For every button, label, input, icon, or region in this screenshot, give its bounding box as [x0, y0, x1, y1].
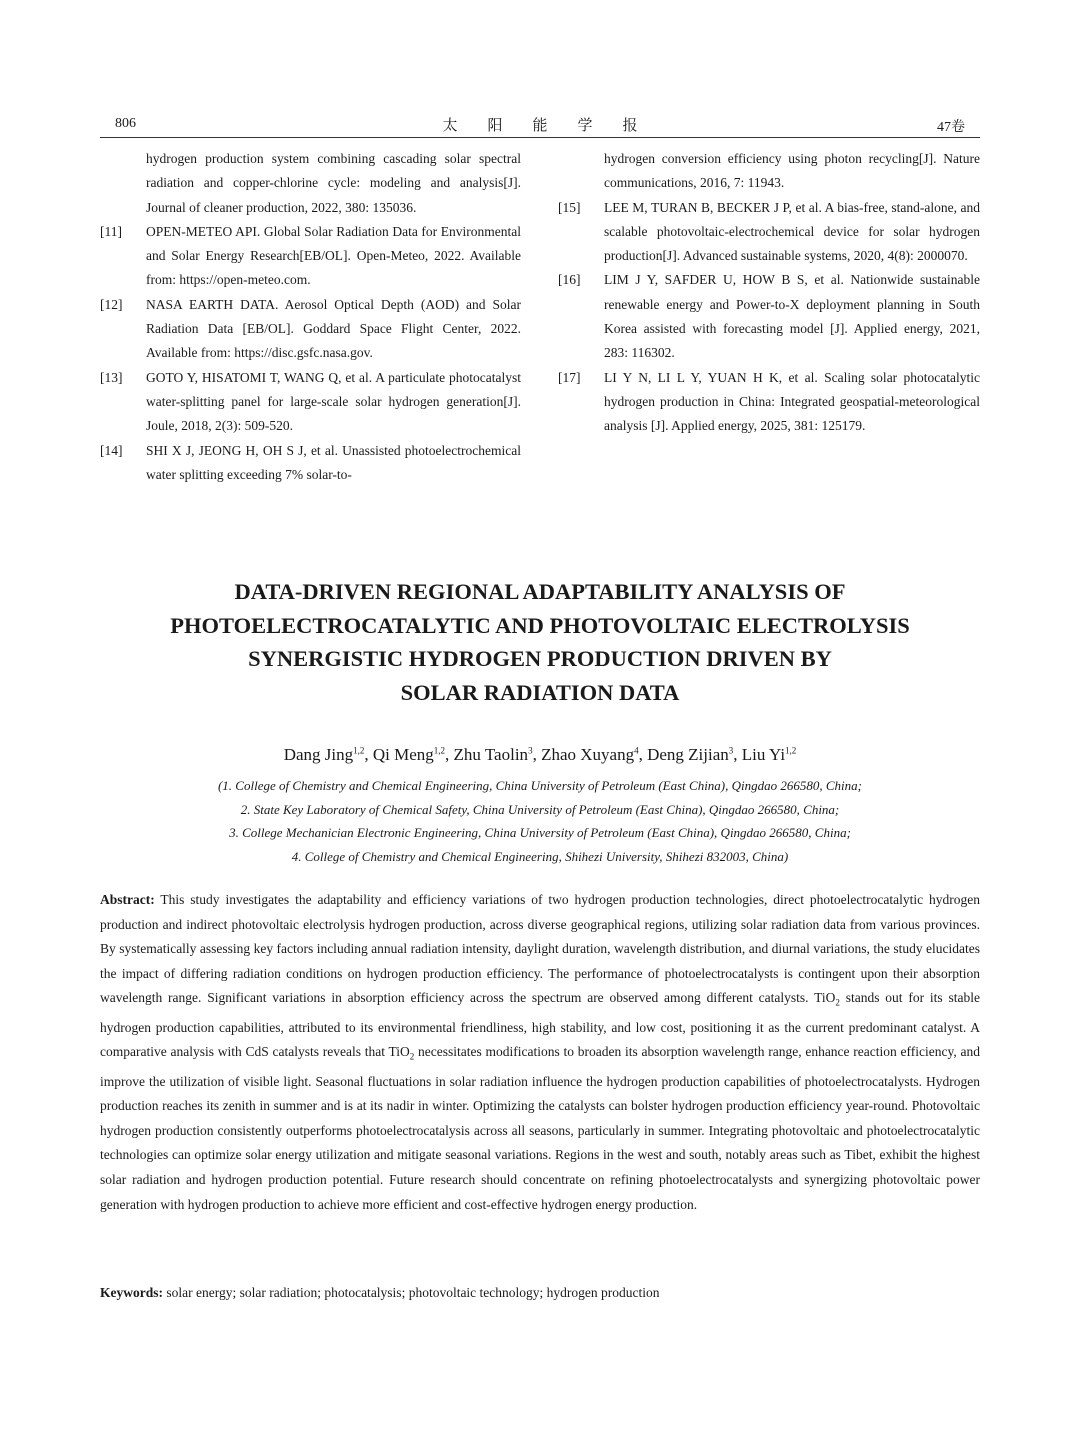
reference-text: hydrogen conversion efficiency using photon recycling[J]. Nature communications, 2016, 7: 11943.: [604, 151, 980, 191]
page-number: 806: [115, 116, 136, 131]
affiliation-2: 2. State Key Laboratory of Chemical Safety, China University of Petroleum (East China), Qingdao 266580, China;: [240, 801, 840, 817]
volume-label: 47卷: [937, 120, 965, 135]
reference-14-continued: [558, 147, 980, 196]
title-line-1: DATA-DRIVEN REGIONAL ADAPTABILITY ANALYSIS OF: [234, 579, 846, 604]
reference-number: [17]: [558, 369, 581, 385]
reference-text: SHI X J, JEONG H, OH S J, et al. Unassisted photoelectrochemical water splitting exceeding 7% solar-to-: [146, 442, 521, 482]
reference-number: [12]: [100, 296, 123, 312]
reference-number: [11]: [100, 223, 122, 239]
affiliations: [0, 774, 1080, 868]
author-separator: ,: [445, 745, 454, 764]
reference-10-continued: [100, 147, 521, 220]
author-1: [284, 745, 373, 764]
subscript: 2: [835, 998, 840, 1009]
author-5: [647, 745, 742, 764]
author-4: [541, 745, 647, 764]
reference-text: NASA EARTH DATA. Aerosol Optical Depth (AOD) and Solar Radiation Data [EB/OL]. Goddard Space Flight Center, 2022. Available from: https://disc.gsfc.nasa.gov.: [146, 296, 521, 361]
author-name: Liu Yi: [741, 745, 786, 764]
author-name: Zhu Taolin: [453, 745, 529, 764]
header-rule: [100, 137, 980, 138]
author-separator: ,: [532, 745, 542, 764]
author-affiliation-mark: 1,2: [785, 745, 797, 756]
reference-text: hydrogen production system combining cascading solar spectral radiation and copper-chlorine cycle: modeling and analysis[J]. Journal of cleaner production, 2022, 380: 135036.: [146, 151, 521, 215]
author-name: Qi Meng: [372, 745, 434, 764]
reference-text: LIM J Y, SAFDER U, HOW B S, et al. Nationwide sustainable renewable energy and Power-to-X deployment planning in South Korea assisted with forecasting model [J]. Applied energy, 2021, 283: 116302.: [604, 272, 980, 361]
abstract-text-1: This study investigates the adaptability and efficiency variations of two hydrogen production technologies, direct photoelectrocatalytic hydrogen production and indirect photovoltaic electrolysis hydrogen production, across diverse geographical regions, utilizing solar radiation data from various provinces. By systematically assessing key factors including annual radiation intensity, daylight duration, wavelength distribution, and diurnal variations, the study elucidates the impact of differing radiation conditions on hydrogen production efficiency. The performance of photoelectrocatalysts is contingent upon their absorption wavelength range. Significant variations in absorption efficiency across the spectrum are observed among different catalysts. TiO: [100, 892, 980, 1006]
author-separator: ,: [364, 745, 373, 764]
author-3: [454, 745, 542, 764]
author-affiliation-mark: 4: [634, 745, 639, 756]
author-name: Zhao Xuyang: [541, 745, 635, 764]
author-affiliation-mark: 1,2: [353, 745, 365, 756]
abstract-label: Abstract:: [100, 892, 155, 907]
abstract: [100, 888, 980, 1217]
title-line-3: SYNERGISTIC HYDROGEN PRODUCTION DRIVEN BY: [248, 646, 832, 671]
author-affiliation-mark: 1,2: [433, 745, 446, 756]
page-header: [100, 112, 980, 136]
reference-number: [14]: [100, 442, 123, 458]
author-list: [0, 745, 1080, 765]
reference-text: GOTO Y, HISATOMI T, WANG Q, et al. A particulate photocatalyst water-splitting panel for large-scale solar hydrogen generation[J]. Joule, 2018, 2(3): 509-520.: [146, 369, 521, 434]
author-name: Deng Zijian: [647, 745, 729, 764]
abstract-text-2: stands out for its stable hydrogen production capabilities, attributed to its environmental friendliness, high stability, and low cost, positioning it as the current predominant catalyst. A comparative analysis with CdS catalysts reveals that TiO: [100, 990, 980, 1060]
title-line-4: SOLAR RADIATION DATA: [400, 679, 680, 705]
journal-name: 太阳能学报: [442, 118, 668, 134]
author-name: Dang Jing: [283, 745, 354, 764]
author-separator: ,: [638, 745, 648, 764]
affiliation-1: (1. College of Chemistry and Chemical Engineering, China University of Petroleum (East China), Qingdao 266580, China;: [217, 778, 863, 793]
affiliation-3: 3. College Mechanician Electronic Engineering, China University of Petroleum (East China), Qingdao 266580, China;: [229, 825, 851, 840]
author-6: [742, 745, 797, 764]
subscript: 2: [409, 1051, 415, 1062]
reference-number: [15]: [558, 199, 581, 215]
reference-number: [16]: [558, 272, 581, 288]
author-affiliation-mark: 3: [728, 745, 734, 756]
reference-13: [100, 366, 521, 439]
abstract-text-3: necessitates modifications to broaden its absorption wavelength range, enhance reaction efficiency, and improve the utilization of visible light. Seasonal fluctuations in solar radiation influence the hydrogen production capabilities of photoelectrocatalysts. Hydrogen production reaches its zenith in summer and is at its nadir in winter. Optimizing the catalysts can bolster hydrogen production efficiency year-round. Photovoltaic hydrogen production consistently outperforms photoelectrocatalysis across all seasons, particularly in summer. Integrating photovoltaic and photoelectrocatalytic technologies can optimize solar energy utilization and mitigate seasonal variations. Regions in the west and south, notably areas such as Tibet, exhibit the highest solar radiation and hydrogen production potential. Future research should concentrate on refining photoelectrocatalysts and synergizing photovoltaic power generation with hydrogen production to achieve more efficient and cost-effective hydrogen energy production.: [100, 1044, 980, 1212]
author-separator: ,: [733, 745, 742, 764]
reference-number: [13]: [100, 369, 123, 385]
reference-text: LI Y N, LI L Y, YUAN H K, et al. Scaling solar photocatalytic hydrogen production in China: Integrated geospatial-meteorological analysis [J]. Applied energy, 2025, 381: 125179.: [604, 369, 980, 434]
references-right-column: [558, 147, 980, 439]
keywords-label: Keywords:: [100, 1285, 163, 1300]
reference-15: [558, 196, 980, 269]
reference-17: [558, 366, 980, 439]
keywords-text: solar energy; solar radiation; photocatalysis; photovoltaic technology; hydrogen production: [163, 1285, 660, 1300]
reference-12: [100, 293, 521, 366]
reference-14: [100, 439, 521, 488]
author-2: [373, 745, 454, 764]
affiliation-4: 4. College of Chemistry and Chemical Engineering, Shihezi University, Shihezi 832003, China): [291, 848, 789, 864]
reference-11: [100, 220, 521, 293]
title-line-2: PHOTOELECTROCATALYTIC AND PHOTOVOLTAIC ELECTROLYSIS: [170, 612, 910, 638]
reference-16: [558, 268, 980, 365]
keywords: [100, 1281, 980, 1306]
reference-text: OPEN-METEO API. Global Solar Radiation Data for Environmental and Solar Energy Research[EB/OL]. Open-Meteo, 2022. Available from: https://open-meteo.com.: [146, 223, 521, 288]
reference-text: LEE M, TURAN B, BECKER J P, et al. A bias-free, stand-alone, and scalable photovoltaic-electrochemical device for solar hydrogen production[J]. Advanced sustainable systems, 2020, 4(8): 2000070.: [604, 199, 980, 264]
references-left-column: [100, 147, 521, 487]
paper-title: [80, 575, 1000, 709]
author-affiliation-mark: 3: [528, 745, 533, 756]
